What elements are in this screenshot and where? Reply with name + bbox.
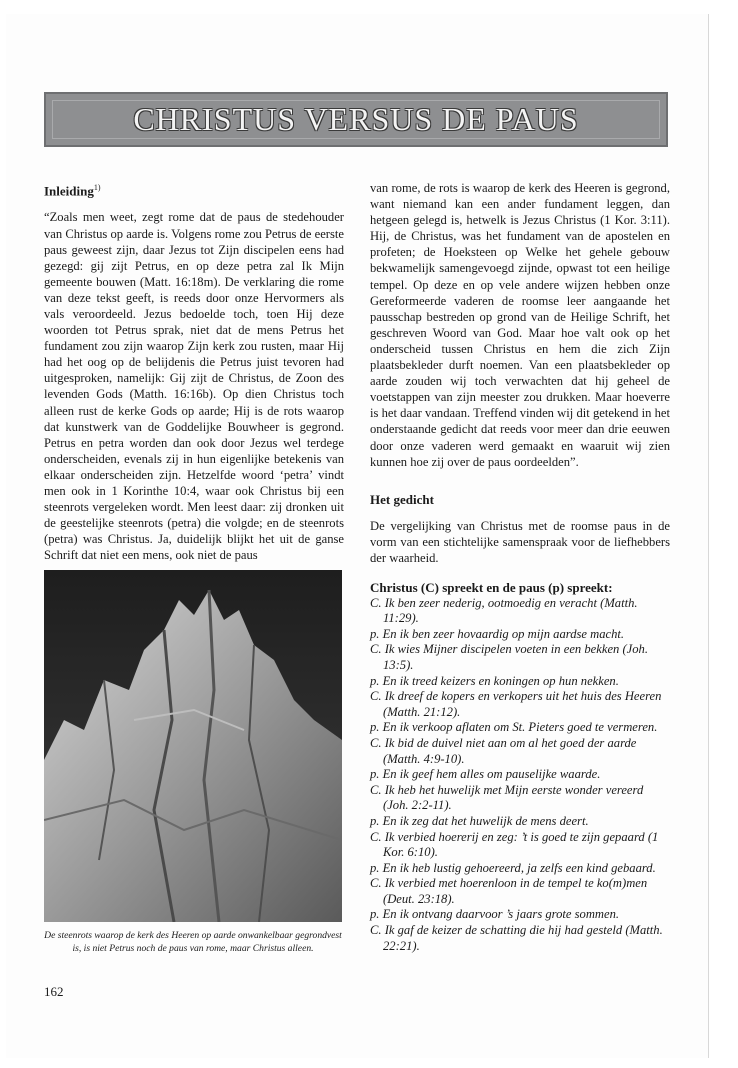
poem-line: C. Ik heb het huwelijk met Mijn eerste wonder vereerd (Joh. 2:2-11).: [370, 782, 644, 813]
poem-line: p. En ik ben zeer hovaardig op mijn aardse macht.: [370, 626, 625, 641]
intro-paragraph-left: “Zoals men weet, zegt rome dat de paus de stedehouder van Christus op aarde is. Volgens rome zou Petrus de eerste paus geweest zijn, daar Jezus tot Zijn discipelen eens had gezegd: gij zijt Petrus, en op deze petra zal Ik Mijn gemeente bouwen (Matt. 16:18m). De verklaring die rome van deze tekst geeft, is reeds door onze Hervormers als vals veroordeeld. Jezus bedoelde toch, toen Hij deze woorden tot Petrus sprak, niet dat de mens Petrus het fundament zou zijn waarop Zijn kerk zou rusten, maar Hij had het oog op de belijdenis die Petrus juist tevoren had uitgesproken, namelijk: Gij zijt de Christus, de Zoon des levenden Gods (Matth. 16:16b). Op dien Christus toch alleen rust de kerke Gods op aarde; Hij is de rots waarop dat kunstwerk van de Goddelijke Bouwheer is gegrond. Petrus en petra worden dan ook door Jezus wel terdege onderscheiden, evenals zij in hun eigenlijke betekenis van elkaar onderscheiden zijn. Hetzelfde woord ‘petra’ vindt men ook in 1 Korinthe 10:4, waar ook Christus bij een steenrots vergeleken wordt. Men leest daar: zij dronken uit de geestelijke steenrots (petra) die volgde; en de steenrots (petra) was Christus. Ja, duidelijk blijkt het uit de ganse Schrift dat niet een mens, ook niet de paus: [44, 210, 344, 563]
poem-line: p. En ik zeg dat het huwelijk de mens deert.: [370, 813, 589, 828]
poem-title: Christus (C) spreekt en de paus (p) spreekt:: [370, 580, 613, 595]
page-title: CHRISTUS VERSUS DE PAUS: [133, 101, 579, 137]
poem-line: p. En ik treed keizers en koningen op hun nekken.: [370, 673, 619, 688]
poem-line: C. Ik wies Mijner discipelen voeten in een bekken (Joh. 13:5).: [370, 642, 649, 672]
intro-heading-text: Inleiding: [44, 183, 94, 199]
poem-line: C. Ik ben zeer nederig, ootmoedig en veracht (Matth. 11:29).: [370, 595, 638, 626]
poem-line: C. Ik gaf de keizer de schatting die hij had gesteld (Matth. 22:21).: [370, 923, 663, 953]
poem-line: p. En ik ontvang daarvoor ’s jaars grote sommen.: [370, 907, 620, 922]
intro-paragraph-right: van rome, de rots is waarop de kerk des Heeren is gegrond, want niemand kan een ander fundament leggen, dan hetgeen gelegd is, hetwelk is Jezus Christus (1 Kor. 3:11). Hij, de Christus, was het fundament van de apostelen en profeten; de Hoeksteen op Welke het gehele gebouw bekwamelijk samengevoegd zijnde, opwast tot een heilige tempel. Op deze en op vele andere wijzen hebben onze Gereformeerde vaderen de roomse leer aangaande het pausschap bestreden op grond van de Heilige Schrift, het geschreven Woord van God. Maar hoe valt ook op het onderscheid tussen Christus en hem die zich Zijn plaatsbekleder durft noemen. Van een plaatsbekleder op aarde zouden wij toch verwachten dat hij geheel de voetstappen van zijn meester zou drukken. Maar hoeverre is het daar vandaan. Treffend vinden wij dit getekend in het onderstaande gedicht dat reeds voor meer dan drie eeuwen door onze vaderen werd gemaakt en waaruit wij zien kunnen hoe zij over de paus oordeelden”.: [370, 181, 670, 469]
poem-line: p. En ik geef hem alles om pauselijke waarde.: [370, 767, 601, 782]
photo-caption: De steenrots waarop de kerk des Heeren op aarde onwankelbaar gegrondvest is, is niet Petrus noch de paus van rome, maar Christus alleen.: [44, 930, 342, 954]
intro-heading: [44, 180, 344, 199]
poem-line: C. Ik verbied hoererij en zeg: ’t is goed te zijn gepaard (1 Kor. 6:10).: [370, 829, 659, 860]
poem-line: p. En ik verkoop aflaten om St. Pieters goed te vermeren.: [370, 720, 658, 735]
poem-line: C. Ik dreef de kopers en verkopers uit het huis des Heeren (Matth. 21:12).: [370, 689, 662, 719]
footnote-mark: 1): [93, 183, 101, 192]
mountain-photo: [44, 570, 342, 922]
page-number: 162: [44, 984, 64, 999]
gedicht-heading: Het gedicht: [370, 491, 434, 507]
poem-line: C. Ik bid de duivel niet aan om al het goed der aarde (Matth. 4:9-10).: [370, 735, 637, 766]
poem-line: p. En ik heb lustig gehoereerd, ja zelfs een kind gebaard.: [370, 860, 656, 875]
poem: [370, 580, 670, 954]
rock-image: [44, 570, 342, 922]
title-banner: [44, 92, 668, 147]
left-column: [44, 180, 344, 563]
poem-line: C. Ik verbied met hoerenloon in de tempel te ko(m)men (Deut. 23:18).: [370, 876, 648, 906]
gedicht-intro: De vergelijking van Christus met de roomse paus in de vorm van een stichtelijke samenspraak voor de liefhebbers der waarheid.: [370, 518, 670, 565]
right-column: [370, 180, 670, 566]
